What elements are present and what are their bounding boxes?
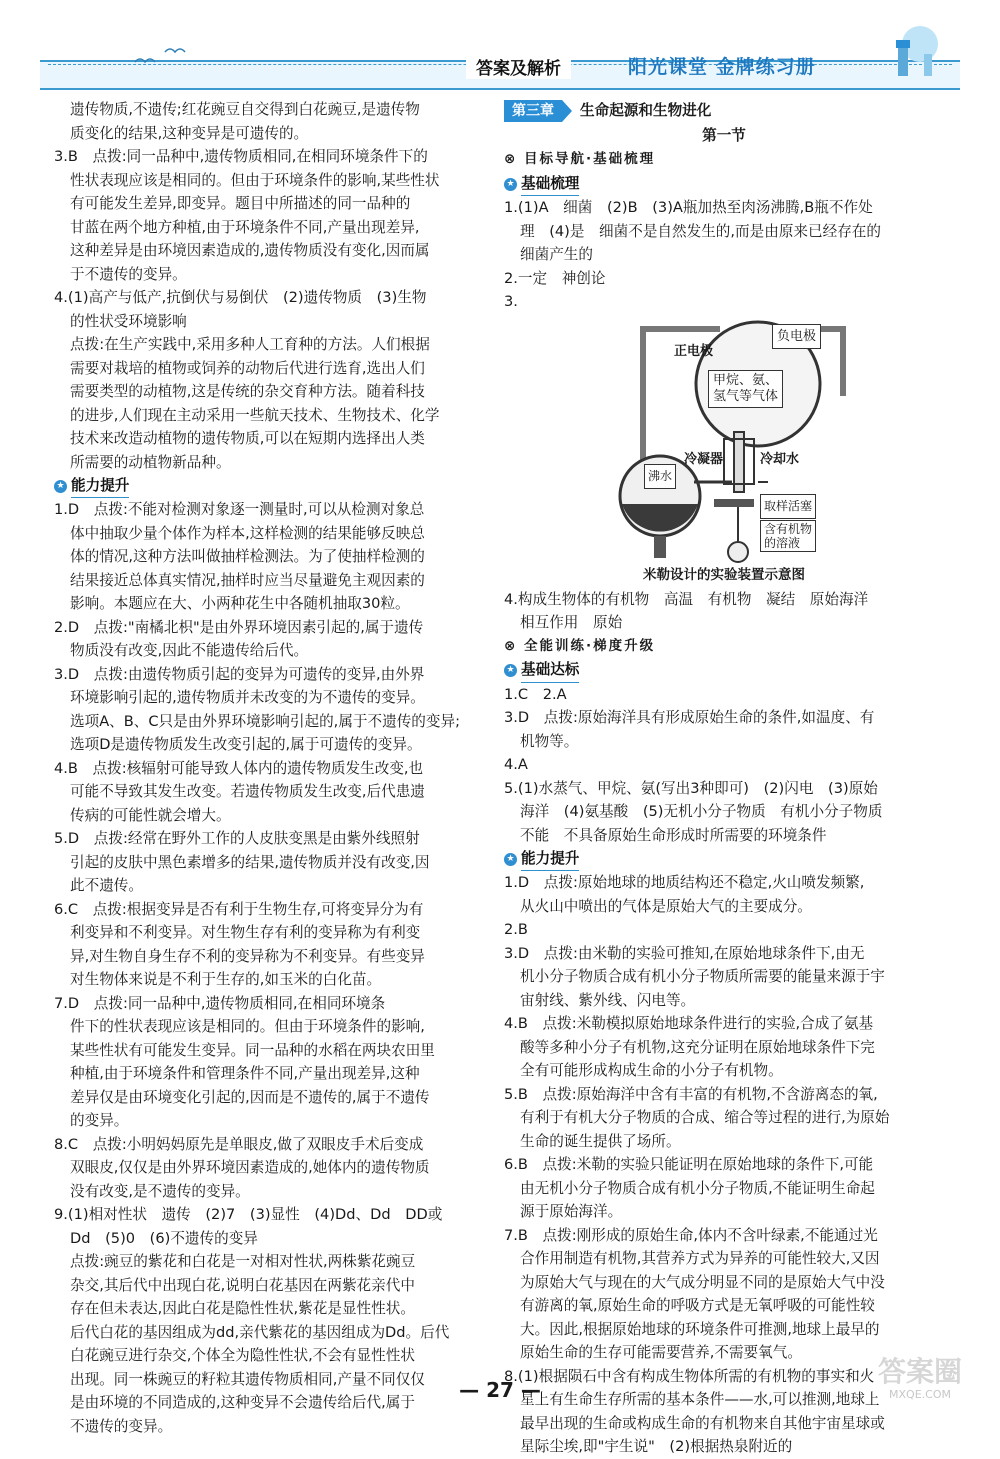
text-line: 的性状受环境影响 [70,312,187,330]
text-line: 体的情况,这种方法叫做抽样检测法。为了使抽样检测的 [70,548,425,565]
text-line: 这种差异是由环境因素造成的,遗传物质没有变化,因而属 [70,242,430,259]
text-line: 8.(1)根据陨石中含有构成生物体所需的有机物的事实和火 [504,1367,875,1385]
text-line: 3.D 点拨:由遗传物质引起的变异为可遗传的变异,由外界 [54,665,425,683]
text-line: 物质没有改变,因此不能遗传给后代。 [70,642,309,659]
text-line: 利变异和不利变异。对生物生存有利的变异称为有利变 [70,924,421,941]
text-line: 宙射线、紫外线、闪电等。 [520,991,696,1009]
text-line: 于不遗传的变异。 [70,265,187,283]
nav-heading-1-label: 目标导航·基础梳理 [524,151,656,167]
text-line: 3. [504,293,518,310]
text-line: 的变异。 [70,1112,129,1129]
text-line: 影响。本题应在大、小两种花生中各随机抽取30粒。 [70,595,410,612]
star-icon: ★ [504,178,517,191]
text-line: 为原始大气与现在的大气成分明显不同的是原始大气中没 [520,1273,885,1291]
page-number: — 27 — [459,1378,541,1402]
text-line: 星上有生命生存所需的基本条件——水,可以推测,地球上 [520,1391,880,1408]
text-line: 合作用制造有机物,其营养方式为异养的可能性较大,又因 [520,1250,880,1267]
text-line: 结果接近总体真实情况,抽样时应当尽量避免主观因素的 [70,571,425,589]
text-line: Dd (5)0 (6)不遗传的变异 [70,1229,258,1247]
text-line: 对生物体来说是不利于生存的,如玉米的白化苗。 [70,971,382,988]
text-line: 大。因此,根据原始地球的环境条件可推测,地球上最早的 [520,1320,880,1338]
text-line: 此不遗传。 [70,877,143,894]
text-line: 由无机小分子物质合成有机小分子物质,不能证明生命起 [520,1179,875,1197]
nav-heading-2: ⊗ 全能训练·梯度升级 [504,637,656,654]
text-line: 9.(1)相对性状 遗传 (2)7 (3)显性 (4)Dd、Dd DD或 [54,1206,443,1223]
text-line: 3.D 点拨:由米勒的实验可推知,在原始地球条件下,由无 [504,944,865,962]
text-line: 选项D是遗传物质发生改变引起的,属于可遗传的变异。 [70,736,422,753]
text-line: 可能不导致其发生改变。若遗传物质发生改变,后代患遗 [70,783,425,800]
text-line: 性状表现应该是相同的。但由于环境条件的影响,某些性状 [70,171,440,189]
miller-apparatus-diagram [504,314,944,564]
section-title: 第一节 [702,127,746,144]
text-line: 机物等。 [520,732,579,750]
page-header [40,42,960,90]
text-line: 4.B 点拨:核辐射可能导致人体内的遗传物质发生改变,也 [54,759,424,777]
text-line: 甘蓝在两个地方种植,由于环境条件不同,产量出现差异, [70,218,420,236]
subheading [54,474,490,498]
text-line: 7.B 点拨:刚形成的原始生命,体内不含叶绿素,不能通过光 [504,1226,878,1244]
watermark-url: MXQE.COM [889,1388,951,1401]
label-positive-electrode: 正电极 [674,343,714,359]
text-line: 2.B [504,921,528,938]
text-line: 6.C 点拨:根据变异是否有利于生物生存,可将变异分为有 [54,900,424,918]
text-line: 4.构成生物体的有机物 高温 有机物 凝结 原始海洋 [504,590,869,608]
text-line: 差异仅是由环境变化引起的,因而是不遗传的,属于不遗传 [70,1088,430,1106]
label-solution-line1: 含有机物 [764,521,813,536]
text-line: 所需要的动植物新品种。 [70,453,231,471]
chapter-heading [504,98,944,124]
header-title-book: 阳光课堂 金牌练习册 [628,56,816,78]
text-line: 生命的诞生提供了场所。 [520,1132,681,1150]
text-line: 件下的性状表现应该是相同的。但由于环境条件的影响, [70,1018,425,1035]
text-line: 全有可能形成构成生命的小分子有机物。 [520,1062,783,1079]
text-line: 种植,由于环境条件和管理条件不同,产量出现差异,这种 [70,1065,420,1082]
text-line: 6.B 点拨:米勒的实验只能证明在原始地球的条件下,可能 [504,1156,874,1173]
subheading-basics [504,172,944,196]
label-gases-line2: 氢气等气体 [713,388,779,404]
text-line: 4.A [504,756,528,773]
text-line: 遗传物质,不遗传;红花豌豆自交得到白花豌豆,是遗传物 [70,101,420,118]
subheading-standard [504,659,944,683]
star-icon: ★ [54,480,67,493]
text-line: 出现。同一株豌豆的籽粒其遗传物质相同,产量不同仅仅 [70,1370,425,1388]
label-condenser: 冷凝器 [684,451,724,467]
text-line: 的进步,人们现在主动采用一些航天技术、生物技术、化学 [70,406,440,424]
chapter-title: 生命起源和生物进化 [580,102,712,120]
text-line: 选项A、B、C只是由外界环境影响引起的,属于不遗传的变异; [70,712,460,730]
right-column [504,98,944,1459]
apparatus-svg [504,314,944,564]
answers-block-2 [504,588,944,635]
text-line: 1.D 点拨:不能对检测对象逐一测量时,可以从检测对象总 [54,501,425,518]
text-line: 4.(1)高产与低产,抗倒伏与易倒伏 (2)遗传物质 (3)生物 [54,289,427,306]
subheading-ability [504,847,944,871]
text-line: 后代白花的基因组成为dd,亲代紫花的基因组成为Dd。后代 [70,1323,450,1341]
text-line: 5.B 点拨:原始海洋中含有丰富的有机物,不含游离态的氧, [504,1085,878,1103]
text-line: 2.D 点拨:"南橘北枳"是由外界环境因素引起的,属于遗传 [54,618,424,636]
text-line: 酸等多种小分子有机物,这充分证明在原始地球条件下完 [520,1038,875,1056]
text-line: 点拨:在生产实践中,采用多种人工育种的方法。人们根据 [70,336,430,353]
text-line: 机小分子物质合成有机小分子物质所需要的能量来源于宇 [520,968,885,985]
text-line: 某些性状有可能发生变异。同一品种的水稻在两块农田里 [70,1041,435,1059]
label-gases [708,370,783,408]
label-organic-solution [760,520,816,552]
text-line: 环境影响引起的,遗传物质并未改变的为不遗传的变异。 [70,689,425,706]
text-line: 没有改变,是不遗传的变异。 [70,1182,250,1200]
text-line: 存在但未表达,因此白花是隐性性状,紫花是显性性状。 [70,1300,415,1317]
text-line: 4.B 点拨:米勒模拟原始地球条件进行的实验,合成了氨基 [504,1015,874,1032]
label-coolant: 冷却水 [760,451,800,467]
text-line: 有游离的氧,原始生命的呼吸方式是无氧呼吸的可能性较 [520,1297,875,1314]
subheading-basics-label: 基础梳理 [521,172,579,197]
chapter-arrow-icon [562,100,572,122]
text-line: 1.D 点拨:原始地球的地质结构还不稳定,火山喷发频繁, [504,874,865,891]
text-line: 8.C 点拨:小明妈妈原先是单眼皮,做了双眼皮手术后变成 [54,1135,424,1153]
watermark-logo-text: 答案圈 [877,1355,962,1388]
header-title-answers: 答案及解析 [466,54,571,79]
text-line: 3.D 点拨:原始海洋具有形成原始生命的条件,如温度、有 [504,709,875,726]
text-line: 体中抽取少量个体作为样本,这样检测的结果能够反映总 [70,524,425,542]
text-line: 引起的皮肤中黑色素增多的结果,遗传物质并没有改变,因 [70,853,430,871]
chapter-tag: 第三章 [504,100,562,122]
text-line: 2.一定 神创论 [504,269,606,287]
answers-block-1 [504,196,944,314]
text-line: 有可能发生差异,即变异。题目中所描述的同一品种的 [70,195,411,212]
text-line: 需要对栽培的植物或饲养的动物后代进行选育,选出人们 [70,359,425,377]
text-line: 质变化的结果,这种变异是可遗传的。 [70,124,309,142]
text-line: 星际尘埃,即"宇生说" (2)根据热泉附近的 [520,1438,793,1455]
text-line: 海洋 (4)氨基酸 (5)无机小分子物质 有机小分子物质 [520,803,883,820]
text-line: 5.(1)水蒸气、甲烷、氨(写出3种即可) (2)闪电 (3)原始 [504,779,878,797]
text-line: 原始生命的生存可能需要营养,不需要氧气。 [520,1344,802,1361]
star-icon: ★ [504,664,517,677]
diagram-caption: 米勒设计的实验装置示意图 [643,566,805,583]
answers-block-3 [504,683,944,848]
birds-icon [130,42,200,72]
label-negative-electrode: 负电极 [772,324,821,350]
text-line: 双眼皮,仅仅是由外界环境因素造成的,她体内的遗传物质 [70,1159,430,1176]
text-line: 最早出现的生命或构成生命的有机物来自其他宇宙星球或 [520,1414,885,1432]
text-line: 1.(1)A 细菌 (2)B (3)A瓶加热至肉汤沸腾,B瓶不作处 [504,199,873,216]
text-line: 是由环境的不同造成的,这种变异不会遗传给后代,属于 [70,1394,415,1411]
text-line: 7.D 点拨:同一品种中,遗传物质相同,在相同环境条 [54,994,386,1012]
text-line: 点拨:豌豆的紫花和白花是一对相对性状,两株紫花豌豆 [70,1253,416,1270]
text-line: 需要类型的动植物,这是传统的杂交育种方法。随着科技 [70,383,425,400]
label-boiling-water: 沸水 [644,464,676,490]
watermark [860,1356,980,1406]
text-line: 不能 不具备原始生命形成时所需要的环境条件 [520,826,827,844]
text-line: 技术来改造动植物的遗传物质,可以在短期内选择出人类 [70,430,425,447]
text-line: 杂交,其后代中出现白花,说明白花基因在两紫花亲代中 [70,1276,415,1294]
subheading-label: 能力提升 [71,474,129,499]
subheading-standard-label: 基础达标 [521,658,579,683]
text-line: 相互作用 原始 [520,614,623,631]
text-line: 有利于有机大分子物质的合成、缩合等过程的进行,为原始 [520,1109,890,1126]
text-line: 异,对生物自身生存不利的变异称为不利变异。有些变异 [70,947,425,965]
star-icon: ★ [504,853,517,866]
nav-heading-1: ⊗ 目标导航·基础梳理 [504,151,656,167]
text-line: 源于原始海洋。 [520,1203,623,1220]
text-line: 5.D 点拨:经常在野外工作的人皮肤变黑是由紫外线照射 [54,830,420,847]
text-line: 细菌产生的 [520,246,593,263]
text-line: 3.B 点拨:同一品种中,遗传物质相同,在相同环境条件下的 [54,148,428,165]
label-solution-line2: 的溶液 [764,535,801,550]
label-gases-line1: 甲烷、氨、 [713,372,779,388]
text-line: 1.C 2.A [504,685,567,703]
lighthouse-icon [880,20,950,78]
subheading-ability-label: 能力提升 [521,847,579,872]
text-line: 传病的可能性就会增大。 [70,806,231,824]
nav-heading-2-label: 全能训练·梯度升级 [524,637,656,654]
left-column [54,98,490,1438]
text-line: 不遗传的变异。 [70,1417,173,1435]
text-line: 从火山中喷出的气体是原始大气的主要成分。 [520,897,812,915]
label-sampling-valve: 取样活塞 [760,494,816,520]
text-line: 理 (4)是 细菌不是自然发生的,而是由原来已经存在的 [520,222,881,240]
text-line: 白花豌豆进行杂交,个体全为隐性性状,不会有显性性状 [70,1347,415,1364]
